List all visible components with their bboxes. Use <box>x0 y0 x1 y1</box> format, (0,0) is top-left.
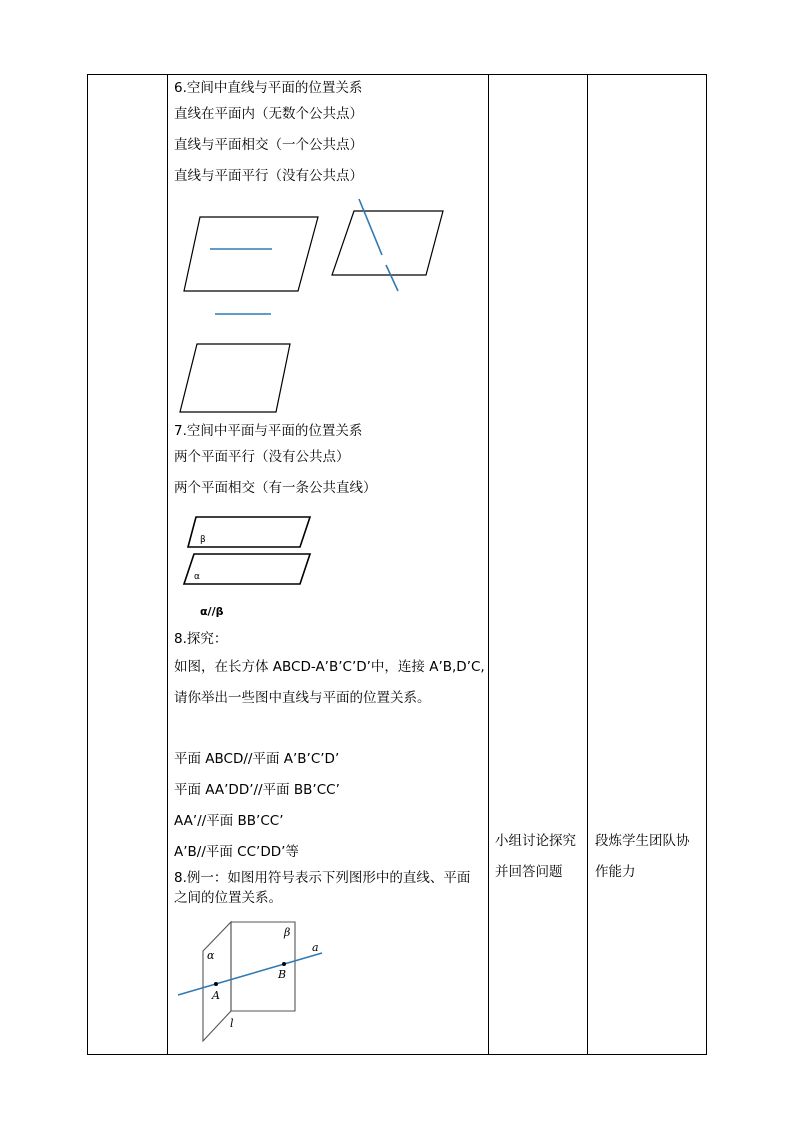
section6-heading: 6.空间中直线与平面的位置关系 <box>174 80 363 96</box>
section7-heading: 7.空间中平面与平面的位置关系 <box>174 423 363 439</box>
column-divider-3 <box>587 74 588 1055</box>
section8-answer-3: AA’//平面 BB’CC’ <box>174 813 284 829</box>
table-border-left <box>87 74 88 1055</box>
section8-heading: 8.探究： <box>174 631 228 647</box>
point-A <box>214 982 218 986</box>
parallel-caption: α//β <box>200 605 224 618</box>
label-a: a <box>312 941 319 954</box>
plane-alpha <box>184 554 310 584</box>
example-text-2: 之间的位置关系。 <box>174 890 282 906</box>
plane-parallelogram <box>332 211 443 275</box>
point-B <box>282 962 286 966</box>
section8-answer-1: 平面 ABCD//平面 A’B’C’D’ <box>174 751 340 767</box>
beta-label: β <box>200 535 206 545</box>
label-B: B <box>278 968 287 981</box>
section6-item-1: 直线在平面内（无数个公共点） <box>174 106 363 122</box>
table-border-bottom <box>87 1054 707 1055</box>
line-a <box>178 953 322 995</box>
column-divider-1 <box>167 74 168 1055</box>
section8-answer-4: A’B//平面 CC’DD’等 <box>174 844 299 860</box>
line-in-plane-figure <box>178 205 323 297</box>
column-divider-2 <box>488 74 489 1055</box>
design-intent-cell <box>595 826 690 888</box>
label-l: l <box>230 1017 234 1030</box>
design-intent-line-2: 作能力 <box>595 864 636 880</box>
section7-item-2: 两个平面相交（有一条公共直线） <box>174 480 377 496</box>
student-activity-line-1: 小组讨论探究 <box>495 833 576 849</box>
student-activity-cell <box>495 826 576 888</box>
section8-answer-2: 平面 AA’DD’//平面 BB’CC’ <box>174 782 340 798</box>
section8-description-2: 请你举出一些图中直线与平面的位置关系。 <box>174 690 431 706</box>
example-text-1: 8.例一：如图用符号表示下列图形中的直线、平面 <box>174 870 471 886</box>
line-parallel-plane-figure <box>176 305 296 415</box>
parallel-planes-figure <box>176 511 332 622</box>
label-beta: β <box>284 926 291 939</box>
section7-item-1: 两个平面平行（没有公共点） <box>174 449 350 465</box>
table-border-top <box>87 74 707 75</box>
label-alpha: α <box>207 949 215 962</box>
intersecting-planes-example-figure <box>172 915 338 1050</box>
intersecting-line-upper <box>359 199 382 255</box>
section8-description-1: 如图，在长方体 ABCD-A’B’C’D’中，连接 A’B,D’C, <box>174 659 485 675</box>
section6-item-2: 直线与平面相交（一个公共点） <box>174 137 363 153</box>
section6-item-3: 直线与平面平行（没有公共点） <box>174 168 363 184</box>
line-intersect-plane-figure <box>326 193 451 296</box>
label-A: A <box>212 989 220 1002</box>
student-activity-line-2: 并回答问题 <box>495 864 563 880</box>
intersecting-line-lower <box>386 265 398 291</box>
design-intent-line-1: 段炼学生团队协 <box>595 833 690 849</box>
plane-parallelogram <box>184 217 318 291</box>
plane-beta <box>188 517 310 547</box>
alpha-label: α <box>194 572 200 582</box>
plane-parallelogram <box>180 344 290 412</box>
table-border-right <box>706 74 707 1055</box>
